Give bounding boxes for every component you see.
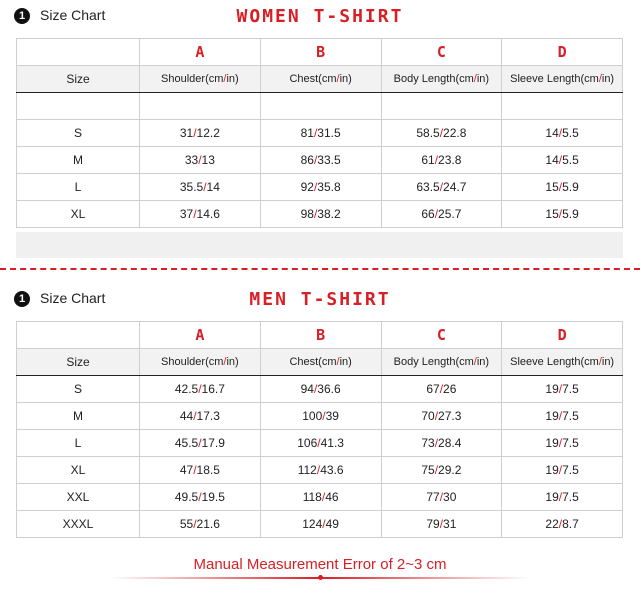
measurement-cell bbox=[140, 457, 261, 484]
unit-separator: / bbox=[316, 463, 321, 477]
size-cell: XL bbox=[17, 457, 140, 484]
size-cell: XXL bbox=[17, 484, 140, 511]
measurement-cell bbox=[502, 201, 623, 228]
size-row bbox=[17, 120, 623, 147]
measurement-cell bbox=[381, 120, 502, 147]
inch-value: 46 bbox=[325, 490, 339, 504]
cm-value: 77 bbox=[426, 490, 440, 504]
letter-c: C bbox=[381, 39, 502, 66]
cm-value: 92 bbox=[300, 180, 314, 194]
measurement-cell bbox=[140, 201, 261, 228]
measurement-cell bbox=[140, 376, 261, 403]
inch-value: 17.9 bbox=[201, 436, 225, 450]
inch-value: 14 bbox=[206, 180, 220, 194]
unit-separator: / bbox=[313, 382, 318, 396]
cm-value: 37 bbox=[179, 207, 194, 221]
men-size-chart bbox=[0, 283, 640, 553]
cm-value: 98 bbox=[300, 207, 314, 221]
size-cell: S bbox=[17, 120, 140, 147]
measurement-cell bbox=[260, 403, 381, 430]
inch-value: 8.7 bbox=[562, 517, 579, 531]
cm-value: 49.5 bbox=[174, 490, 199, 504]
size-row bbox=[17, 147, 623, 174]
cm-value: 63.5 bbox=[416, 180, 440, 194]
cm-value: 15 bbox=[545, 180, 559, 194]
women-size-chart bbox=[0, 0, 640, 262]
measurement-cell bbox=[502, 511, 623, 538]
measurement-cell bbox=[260, 120, 381, 147]
unit-separator: / bbox=[558, 180, 563, 194]
inch-value: 24.7 bbox=[443, 180, 467, 194]
unit-separator: / bbox=[558, 409, 563, 423]
cm-value: 106 bbox=[297, 436, 318, 450]
unit-separator: / bbox=[313, 153, 318, 167]
size-chart-label: Size Chart bbox=[40, 7, 106, 23]
inch-value: 29.2 bbox=[438, 463, 462, 477]
inch-value: 33.5 bbox=[317, 153, 341, 167]
unit-separator: / bbox=[558, 382, 563, 396]
inch-value: 16.7 bbox=[201, 382, 225, 396]
measurement-cell bbox=[502, 457, 623, 484]
inch-value: 31 bbox=[443, 517, 457, 531]
size-row bbox=[17, 174, 623, 201]
inch-value: 25.7 bbox=[438, 207, 462, 221]
inch-value: 21.6 bbox=[196, 517, 220, 531]
size-cell: L bbox=[17, 430, 140, 457]
unit-separator: / bbox=[313, 126, 318, 140]
measurement-cell bbox=[260, 376, 381, 403]
inch-value: 7.5 bbox=[562, 436, 579, 450]
unit-separator: / bbox=[322, 409, 326, 423]
note-underline-dot bbox=[318, 575, 323, 580]
size-row bbox=[17, 403, 623, 430]
unit-separator: / bbox=[439, 180, 444, 194]
cm-value: 19 bbox=[545, 382, 559, 396]
unit-separator: / bbox=[558, 490, 563, 504]
header-row bbox=[17, 66, 623, 93]
inch-value: 7.5 bbox=[562, 490, 579, 504]
cm-value: 14 bbox=[545, 153, 559, 167]
unit-separator: / bbox=[434, 436, 439, 450]
cm-value: 33 bbox=[184, 153, 199, 167]
unit-separator: / bbox=[322, 517, 326, 531]
cm-value: 31 bbox=[179, 126, 194, 140]
measurement-cell bbox=[260, 147, 381, 174]
size-row bbox=[17, 376, 623, 403]
cm-value: 19 bbox=[545, 490, 559, 504]
cm-value: 118 bbox=[302, 490, 322, 504]
measurement-cell bbox=[381, 484, 502, 511]
cm-value: 70 bbox=[421, 409, 435, 423]
cm-value: 75 bbox=[421, 463, 435, 477]
inch-value: 7.5 bbox=[562, 409, 579, 423]
cm-value: 100 bbox=[302, 409, 323, 423]
section-divider bbox=[0, 268, 640, 270]
cm-value: 81 bbox=[300, 126, 314, 140]
measurement-cell bbox=[381, 430, 502, 457]
measurement-cell bbox=[140, 403, 261, 430]
column-header: Shoulder(cm/in) bbox=[140, 66, 261, 93]
cm-value: 19 bbox=[545, 436, 559, 450]
letter-row bbox=[17, 322, 623, 349]
measurement-cell bbox=[260, 174, 381, 201]
unit-separator: / bbox=[558, 153, 563, 167]
inch-value: 28.4 bbox=[438, 436, 462, 450]
letter-d: D bbox=[502, 39, 623, 66]
inch-value: 19.5 bbox=[201, 490, 225, 504]
letter-c: C bbox=[381, 322, 502, 349]
unit-separator: / bbox=[434, 463, 439, 477]
unit-separator: / bbox=[198, 436, 202, 450]
cm-value: 55 bbox=[179, 517, 194, 531]
measurement-cell bbox=[502, 403, 623, 430]
cm-value: 66 bbox=[421, 207, 435, 221]
cm-value: 73 bbox=[421, 436, 435, 450]
men-header bbox=[0, 283, 640, 319]
size-chart-label: Size Chart bbox=[40, 290, 106, 306]
unit-separator: / bbox=[439, 490, 444, 504]
measurement-cell bbox=[260, 457, 381, 484]
inch-value: 7.5 bbox=[562, 382, 579, 396]
column-header: Body Length(cm/in) bbox=[381, 349, 502, 376]
cm-value: 47 bbox=[179, 463, 194, 477]
letter-a: A bbox=[140, 39, 261, 66]
cm-value: 44 bbox=[179, 409, 194, 423]
inch-value: 14.6 bbox=[196, 207, 220, 221]
unit-separator: / bbox=[193, 517, 197, 531]
unit-separator: / bbox=[198, 490, 202, 504]
cm-value: 61 bbox=[421, 153, 435, 167]
size-column-header: Size bbox=[17, 66, 140, 93]
unit-separator: / bbox=[313, 207, 318, 221]
inch-value: 12.2 bbox=[196, 126, 220, 140]
inch-value: 26 bbox=[443, 382, 457, 396]
inch-value: 36.6 bbox=[317, 382, 341, 396]
inch-value: 5.5 bbox=[562, 153, 579, 167]
unit-separator: / bbox=[558, 126, 563, 140]
cm-value: 15 bbox=[545, 207, 559, 221]
measurement-cell bbox=[381, 174, 502, 201]
measurement-cell bbox=[502, 484, 623, 511]
unit-separator: / bbox=[434, 207, 439, 221]
inch-value: 49 bbox=[325, 517, 339, 531]
size-cell: L bbox=[17, 174, 140, 201]
cm-value: 45.5 bbox=[174, 436, 199, 450]
size-row bbox=[17, 457, 623, 484]
cm-value: 112 bbox=[297, 463, 317, 477]
unit-separator: / bbox=[203, 180, 207, 194]
inch-value: 43.6 bbox=[320, 463, 344, 477]
cm-value: 124 bbox=[302, 517, 323, 531]
cm-value: 79 bbox=[426, 517, 440, 531]
cm-value: 19 bbox=[545, 409, 559, 423]
men-rows bbox=[17, 376, 623, 538]
inch-value: 27.3 bbox=[438, 409, 462, 423]
women-size-table bbox=[16, 38, 623, 228]
inch-value: 13 bbox=[201, 153, 215, 167]
measurement-cell bbox=[502, 376, 623, 403]
inch-value: 35.8 bbox=[317, 180, 341, 194]
unit-separator: / bbox=[558, 463, 563, 477]
measurement-cell bbox=[381, 511, 502, 538]
unit-separator: / bbox=[313, 180, 318, 194]
women-table-footer-band bbox=[16, 232, 623, 258]
inch-value: 31.5 bbox=[317, 126, 341, 140]
measurement-cell bbox=[381, 376, 502, 403]
cm-value: 14 bbox=[545, 126, 559, 140]
size-cell: XXXL bbox=[17, 511, 140, 538]
header-row bbox=[17, 349, 623, 376]
cm-value: 42.5 bbox=[174, 382, 199, 396]
measurement-cell bbox=[502, 174, 623, 201]
unit-separator: / bbox=[558, 436, 563, 450]
men-size-table bbox=[16, 321, 623, 538]
size-row bbox=[17, 484, 623, 511]
size-column-header: Size bbox=[17, 349, 140, 376]
women-rows bbox=[17, 120, 623, 228]
letter-blank-cell bbox=[17, 39, 140, 66]
women-title: WOMEN T-SHIRT bbox=[236, 6, 404, 27]
measurement-cell bbox=[260, 201, 381, 228]
measurement-cell bbox=[140, 484, 261, 511]
letter-a: A bbox=[140, 322, 261, 349]
measurement-cell bbox=[381, 147, 502, 174]
inch-value: 7.5 bbox=[562, 463, 579, 477]
unit-separator: / bbox=[198, 382, 202, 396]
women-header bbox=[0, 0, 640, 36]
measurement-cell bbox=[502, 120, 623, 147]
size-row bbox=[17, 201, 623, 228]
cm-value: 19 bbox=[545, 463, 559, 477]
unit-separator: / bbox=[439, 382, 444, 396]
unit-separator: / bbox=[193, 409, 197, 423]
cm-value: 94 bbox=[300, 382, 314, 396]
step-number-badge: 1 bbox=[14, 291, 30, 307]
column-header: Chest(cm/in) bbox=[260, 349, 381, 376]
inch-value: 5.9 bbox=[562, 180, 579, 194]
inch-value: 5.9 bbox=[562, 207, 579, 221]
measurement-cell bbox=[140, 430, 261, 457]
unit-separator: / bbox=[317, 436, 321, 450]
cm-value: 86 bbox=[300, 153, 314, 167]
measurement-cell bbox=[140, 120, 261, 147]
measurement-error-note: Manual Measurement Error of 2~3 cm bbox=[193, 556, 447, 573]
inch-value: 41.3 bbox=[320, 436, 344, 450]
measurement-cell bbox=[260, 484, 381, 511]
column-header: Chest(cm/in) bbox=[260, 66, 381, 93]
inch-value: 22.8 bbox=[443, 126, 467, 140]
blank-row bbox=[17, 93, 623, 120]
inch-value: 23.8 bbox=[438, 153, 462, 167]
inch-value: 38.2 bbox=[317, 207, 341, 221]
size-cell: XL bbox=[17, 201, 140, 228]
measurement-cell bbox=[260, 430, 381, 457]
unit-separator: / bbox=[193, 463, 197, 477]
unit-separator: / bbox=[558, 517, 563, 531]
size-cell: M bbox=[17, 403, 140, 430]
measurement-cell bbox=[381, 403, 502, 430]
column-header: Sleeve Length(cm/in) bbox=[502, 349, 623, 376]
unit-separator: / bbox=[198, 153, 202, 167]
unit-separator: / bbox=[434, 153, 439, 167]
measurement-cell bbox=[140, 147, 261, 174]
cm-value: 58.5 bbox=[416, 126, 440, 140]
unit-separator: / bbox=[558, 207, 563, 221]
unit-separator: / bbox=[439, 126, 444, 140]
measurement-cell bbox=[260, 511, 381, 538]
unit-separator: / bbox=[193, 207, 197, 221]
unit-separator: / bbox=[193, 126, 197, 140]
inch-value: 5.5 bbox=[562, 126, 579, 140]
letter-b: B bbox=[260, 39, 381, 66]
men-title: MEN T-SHIRT bbox=[249, 289, 391, 310]
column-header: Body Length(cm/in) bbox=[381, 66, 502, 93]
measurement-cell bbox=[502, 147, 623, 174]
unit-separator: / bbox=[439, 517, 444, 531]
letter-d: D bbox=[502, 322, 623, 349]
cm-value: 67 bbox=[426, 382, 440, 396]
cm-value: 35.5 bbox=[179, 180, 204, 194]
cm-value: 22 bbox=[545, 517, 559, 531]
letter-row bbox=[17, 39, 623, 66]
measurement-cell bbox=[381, 201, 502, 228]
inch-value: 39 bbox=[325, 409, 339, 423]
size-row bbox=[17, 430, 623, 457]
inch-value: 30 bbox=[443, 490, 457, 504]
inch-value: 17.3 bbox=[196, 409, 220, 423]
size-cell: M bbox=[17, 147, 140, 174]
measurement-cell bbox=[381, 457, 502, 484]
step-number-badge: 1 bbox=[14, 8, 30, 24]
column-header: Sleeve Length(cm/in) bbox=[502, 66, 623, 93]
inch-value: 18.5 bbox=[196, 463, 220, 477]
unit-separator: / bbox=[434, 409, 439, 423]
measurement-cell bbox=[140, 511, 261, 538]
measurement-cell bbox=[140, 174, 261, 201]
letter-blank-cell bbox=[17, 322, 140, 349]
size-row bbox=[17, 511, 623, 538]
size-cell: S bbox=[17, 376, 140, 403]
unit-separator: / bbox=[321, 490, 326, 504]
column-header: Shoulder(cm/in) bbox=[140, 349, 261, 376]
letter-b: B bbox=[260, 322, 381, 349]
measurement-cell bbox=[502, 430, 623, 457]
